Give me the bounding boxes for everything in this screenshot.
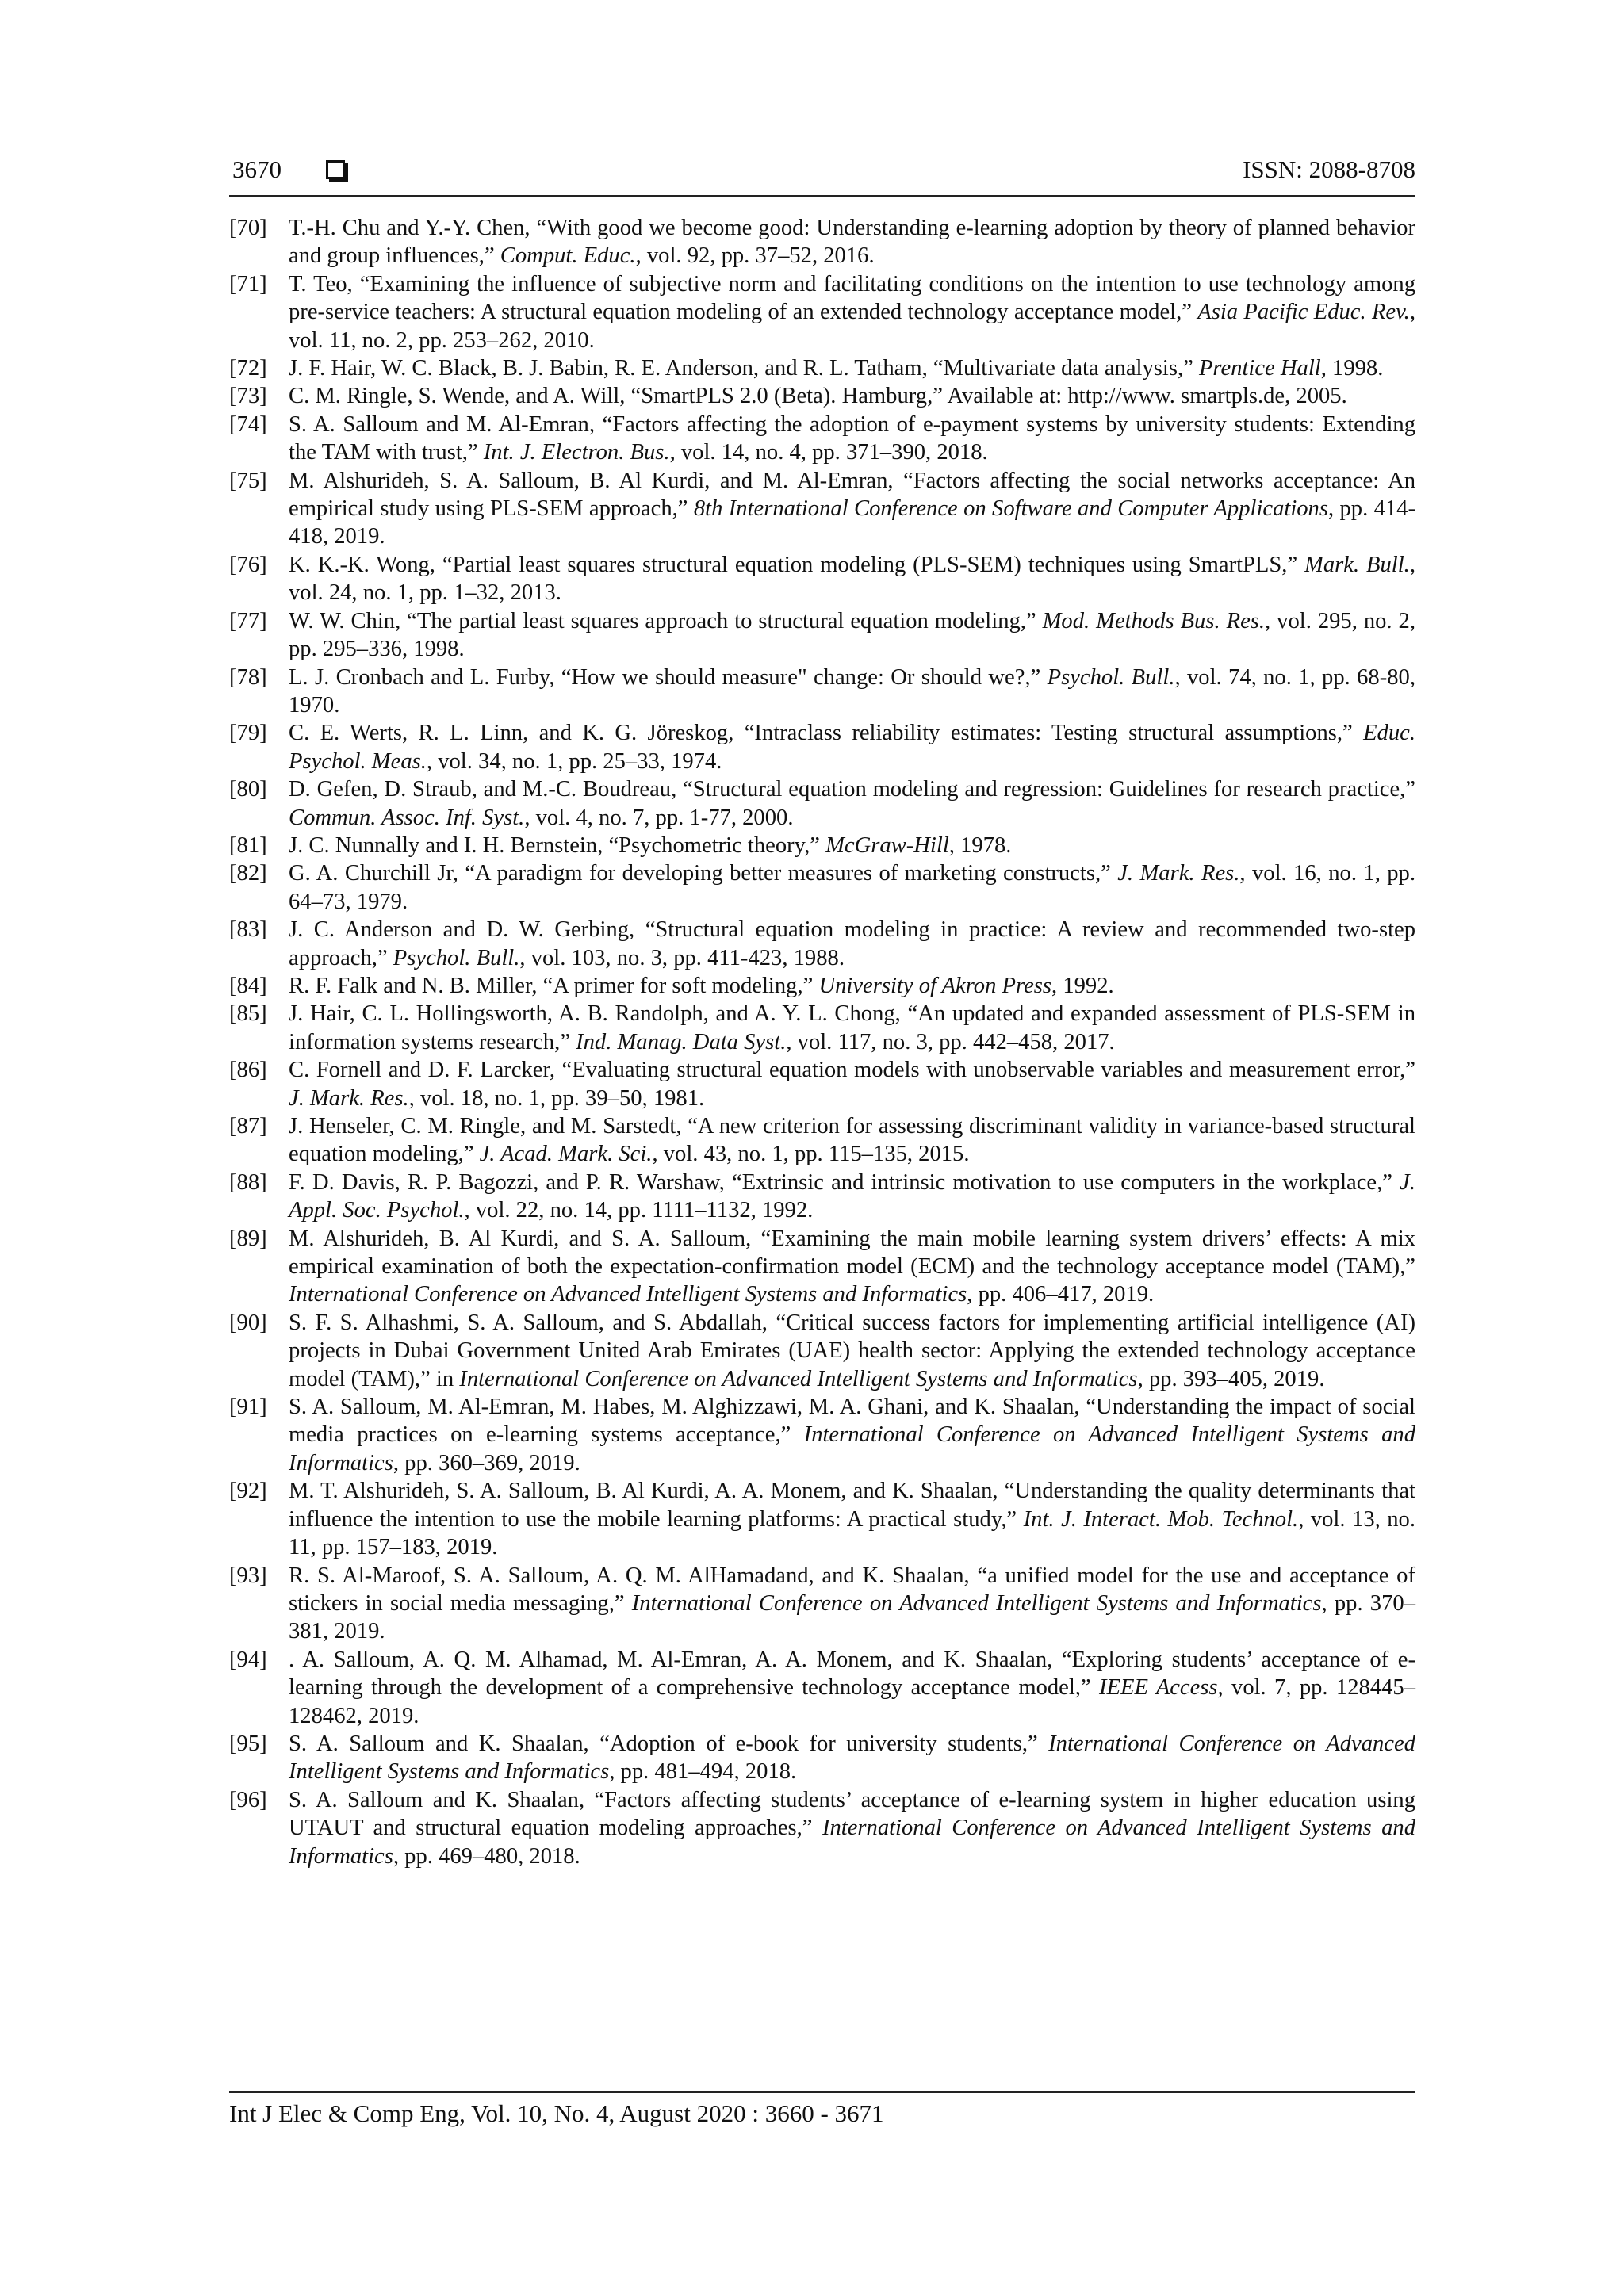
reference-segment: , pp. 406–417, 2019. xyxy=(967,1282,1155,1307)
reference-segment: J. F. Hair, W. C. Black, B. J. Babin, R. E. Anderson, and R. L. Tatham, “Multivariate data analysis,” xyxy=(289,356,1199,381)
reference-text xyxy=(289,832,1415,859)
reference-number: [88] xyxy=(229,1169,267,1195)
reference-source: Commun. Assoc. Inf. Syst. xyxy=(289,805,525,830)
reference-item xyxy=(229,1562,1415,1646)
reference-source: IEEE Access xyxy=(1098,1675,1218,1701)
reference-number: [96] xyxy=(229,1787,267,1812)
reference-number: [86] xyxy=(229,1058,267,1083)
reference-number: [84] xyxy=(229,973,267,998)
reference-text xyxy=(289,1646,1415,1730)
reference-segment: , vol. 22, no. 14, pp. 1111–1132, 1992. xyxy=(464,1198,814,1223)
reference-segment: , 1998. xyxy=(1320,356,1384,381)
reference-segment: , vol. 13, no. 11, pp. 157–183, 2019. xyxy=(289,1506,1415,1560)
reference-source: Educ. Psychol. Meas. xyxy=(289,721,1415,774)
reference-segment: J. Henseler, C. M. Ringle, and M. Sarstedt, “A new criterion for assessing discriminant validity in variance-based structural equation modeling,” xyxy=(289,1114,1415,1167)
reference-segment: S. A. Salloum and K. Shaalan, “Factors affecting students’ acceptance of e-learning system in higher education using UTAUT and structural equation modeling approaches,” xyxy=(289,1787,1415,1841)
reference-item xyxy=(229,972,1415,1000)
reference-source: Asia Pacific Educ. Rev. xyxy=(1197,300,1410,325)
reference-text xyxy=(289,214,1415,270)
reference-source: J. Acad. Mark. Sci. xyxy=(479,1142,653,1167)
reference-text xyxy=(289,719,1415,775)
reference-item xyxy=(229,270,1415,354)
reference-item xyxy=(229,214,1415,270)
reference-segment: , vol. 43, no. 1, pp. 115–135, 2015. xyxy=(652,1142,970,1167)
reference-segment: M. Alshurideh, B. Al Kurdi, and S. A. Salloum, “Examining the main mobile learning system drivers’ effects: A mix empirical examination of both the expectation-confirmation model (ECM) and the technology acceptance model (TAM),” xyxy=(289,1226,1415,1280)
reference-number: [75] xyxy=(229,468,267,493)
reference-item xyxy=(229,832,1415,859)
reference-segment: , vol. 11, no. 2, pp. 253–262, 2010. xyxy=(289,300,1415,353)
reference-source: Psychol. Bull. xyxy=(1047,664,1175,690)
reference-number: [82] xyxy=(229,861,267,886)
reference-segment: C. Fornell and D. F. Larcker, “Evaluating structural equation models with unobservable variables and measurement error,” xyxy=(289,1058,1415,1083)
reference-number: [72] xyxy=(229,356,267,381)
reference-item xyxy=(229,1646,1415,1730)
reference-item xyxy=(229,354,1415,382)
reference-text xyxy=(289,1562,1415,1646)
reference-item xyxy=(229,775,1415,832)
reference-segment: , pp. 393–405, 2019. xyxy=(1137,1366,1325,1391)
reference-segment: , pp. 414-418, 2019. xyxy=(289,496,1416,549)
reference-text xyxy=(289,916,1415,972)
reference-source: 8th International Conference on Software and Computer Applications xyxy=(693,496,1328,522)
reference-number: [71] xyxy=(229,271,267,297)
reference-item xyxy=(229,916,1415,972)
reference-source: Psychol. Bull. xyxy=(393,945,520,970)
reference-segment: , 1992. xyxy=(1051,973,1114,998)
reference-number: [74] xyxy=(229,411,267,437)
reference-text xyxy=(289,551,1415,607)
reference-text xyxy=(289,1056,1415,1112)
reference-segment: G. A. Churchill Jr, “A paradigm for developing better measures of marketing constructs,” xyxy=(289,861,1118,886)
issn-label: ISSN: 2088-8708 xyxy=(1243,155,1415,183)
reference-item xyxy=(229,411,1415,467)
journal-citation: Int J Elec & Comp Eng, Vol. 10, No. 4, August 2020 : 3660 - 3671 xyxy=(229,2099,884,2127)
reference-text xyxy=(289,270,1415,354)
page-number: 3670 xyxy=(232,155,282,183)
reference-source: Prentice Hall xyxy=(1198,356,1321,381)
page-footer xyxy=(229,2091,1415,2128)
reference-number: [85] xyxy=(229,1001,267,1027)
reference-source: International Conference on Advanced Intelligent Systems and Informatics xyxy=(289,1422,1415,1475)
reference-text xyxy=(289,1730,1415,1786)
reference-source: University of Akron Press xyxy=(818,973,1052,998)
reference-text xyxy=(289,1393,1415,1477)
reference-number: [73] xyxy=(229,384,267,409)
reference-segment: , vol. 7, pp. 128445–128462, 2019. xyxy=(289,1675,1415,1728)
reference-item xyxy=(229,1000,1415,1056)
reference-segment: S. A. Salloum and K. Shaalan, “Adoption of e-book for university students,” xyxy=(289,1731,1049,1756)
reference-item xyxy=(229,1225,1415,1309)
reference-text xyxy=(289,859,1415,916)
reference-item xyxy=(229,1112,1415,1169)
reference-segment: , vol. 117, no. 3, pp. 442–458, 2017. xyxy=(786,1029,1115,1054)
reference-item xyxy=(229,1056,1415,1112)
reference-number: [78] xyxy=(229,664,267,690)
reference-segment: J. Hair, C. L. Hollingsworth, A. B. Randolph, and A. Y. L. Chong, “An updated and expanded assessment of PLS-SEM in information systems research,” xyxy=(289,1001,1415,1054)
reference-item xyxy=(229,467,1415,551)
reference-source: Comput. Educ. xyxy=(500,243,636,269)
reference-item xyxy=(229,859,1415,916)
reference-segment: W. W. Chin, “The partial least squares approach to structural equation modeling,” xyxy=(289,608,1043,633)
reference-number: [89] xyxy=(229,1226,267,1251)
reference-text xyxy=(289,1309,1415,1393)
reference-segment: , vol. 24, no. 1, pp. 1–32, 2013. xyxy=(289,552,1415,606)
reference-text xyxy=(289,775,1415,832)
reference-segment: T.-H. Chu and Y.-Y. Chen, “With good we become good: Understanding e-learning adoption by theory of planned behavior and group influences,” xyxy=(289,216,1415,269)
reference-segment: , pp. 370–381, 2019. xyxy=(289,1590,1415,1644)
reference-item xyxy=(229,719,1415,775)
box-bullet-icon xyxy=(326,160,345,179)
reference-segment: , vol. 16, no. 1, pp. 64–73, 1979. xyxy=(289,861,1416,914)
reference-segment: , pp. 360–369, 2019. xyxy=(393,1450,580,1475)
reference-text xyxy=(289,607,1415,664)
reference-segment: . A. Salloum, A. Q. M. Alhamad, M. Al-Emran, A. A. Monem, and K. Shaalan, “Exploring students’ acceptance of e-learning through the development of a comprehensive technology acceptance model,” xyxy=(289,1647,1415,1701)
reference-source: Int. J. Electron. Bus. xyxy=(483,440,670,465)
reference-text xyxy=(289,1786,1415,1870)
reference-source: International Conference on Advanced Intelligent Systems and Informatics xyxy=(459,1366,1138,1391)
reference-segment: F. D. Davis, R. P. Bagozzi, and P. R. Warshaw, “Extrinsic and intrinsic motivation to use computers in the workplace,” xyxy=(289,1169,1400,1195)
reference-text xyxy=(289,467,1415,551)
reference-number: [70] xyxy=(229,216,267,240)
reference-segment: D. Gefen, D. Straub, and M.-C. Boudreau, “Structural equation modeling and regression: Guidelines for research practice,” xyxy=(289,777,1415,802)
reference-text xyxy=(289,354,1415,382)
reference-segment: R. S. Al-Maroof, S. A. Salloum, A. Q. M. AlHamadand, and K. Shaalan, “a unified model for the use and acceptance of stickers in social media messaging,” xyxy=(289,1563,1415,1616)
reference-item xyxy=(229,1309,1415,1393)
reference-segment: L. J. Cronbach and L. Furby, “How we should measure" change: Or should we?,” xyxy=(289,664,1048,690)
reference-number: [81] xyxy=(229,832,267,858)
reference-source: Int. J. Interact. Mob. Technol. xyxy=(1023,1506,1299,1532)
reference-segment: K. K.-K. Wong, “Partial least squares structural equation modeling (PLS-SEM) techniques using SmartPLS,” xyxy=(289,552,1305,577)
reference-number: [94] xyxy=(229,1647,267,1672)
reference-segment: , vol. 18, no. 1, pp. 39–50, 1981. xyxy=(408,1085,705,1111)
reference-number: [83] xyxy=(229,917,267,943)
reference-segment: M. T. Alshurideh, S. A. Salloum, B. Al Kurdi, A. A. Monem, and K. Shaalan, “Understanding the quality determinants that influence the intention to use the mobile learning platforms: A practical study,” xyxy=(289,1479,1415,1532)
reference-number: [87] xyxy=(229,1114,267,1138)
reference-text xyxy=(289,411,1415,467)
reference-source: Mark. Bull. xyxy=(1304,552,1410,577)
reference-item xyxy=(229,1393,1415,1477)
reference-segment: , vol. 14, no. 4, pp. 371–390, 2018. xyxy=(669,440,988,465)
reference-segment: S. A. Salloum and M. Al-Emran, “Factors affecting the adoption of e-payment systems by university students: Extending the TAM with trust,” xyxy=(289,411,1415,465)
reference-segment: C. E. Werts, R. L. Linn, and K. G. Jöreskog, “Intraclass reliability estimates: Testing structural assumptions,” xyxy=(289,721,1364,746)
reference-number: [95] xyxy=(229,1731,267,1756)
reference-segment: M. Alshurideh, S. A. Salloum, B. Al Kurdi, and M. Al-Emran, “Factors affecting the social networks acceptance: An empirical study using PLS-SEM approach,” xyxy=(289,468,1415,522)
reference-number: [91] xyxy=(229,1395,267,1420)
reference-segment: R. F. Falk and N. B. Miller, “A primer for soft modeling,” xyxy=(289,973,819,998)
reference-number: [90] xyxy=(229,1310,267,1335)
reference-number: [93] xyxy=(229,1563,267,1588)
reference-segment: J. C. Anderson and D. W. Gerbing, “Structural equation modeling in practice: A review and recommended two-step approach,” xyxy=(289,917,1415,970)
reference-text xyxy=(289,1225,1415,1309)
reference-source: J. Mark. Res. xyxy=(289,1085,409,1111)
reference-segment: , pp. 469–480, 2018. xyxy=(393,1843,580,1869)
reference-source: McGraw-Hill xyxy=(825,832,949,858)
reference-source: Ind. Manag. Data Syst. xyxy=(576,1029,787,1054)
reference-segment: C. M. Ringle, S. Wende, and A. Will, “SmartPLS 2.0 (Beta). Hamburg,” Available at: http://www. smartpls.de, 2005. xyxy=(289,384,1347,409)
reference-text xyxy=(289,382,1415,410)
reference-text xyxy=(289,664,1415,720)
reference-segment: J. C. Nunnally and I. H. Bernstein, “Psychometric theory,” xyxy=(289,832,826,858)
reference-number: [76] xyxy=(229,552,267,577)
reference-source: J. Appl. Soc. Psychol. xyxy=(289,1169,1415,1223)
reference-item xyxy=(229,551,1415,607)
reference-text xyxy=(289,1169,1415,1225)
reference-segment: , vol. 4, no. 7, pp. 1-77, 2000. xyxy=(524,805,794,830)
reference-segment: , vol. 34, no. 1, pp. 25–33, 1974. xyxy=(426,748,722,774)
page-header xyxy=(229,151,1415,197)
reference-source: International Conference on Advanced Intelligent Systems and Informatics xyxy=(631,1590,1322,1616)
reference-item xyxy=(229,1477,1415,1561)
reference-source: International Conference on Advanced Intelligent Systems and Informatics xyxy=(289,1816,1415,1869)
reference-text xyxy=(289,1112,1415,1169)
reference-source: International Conference on Advanced Intelligent Systems and Informatics xyxy=(289,1731,1415,1785)
reference-source: Mod. Methods Bus. Res. xyxy=(1042,608,1266,633)
reference-number: [80] xyxy=(229,777,267,802)
reference-source: International Conference on Advanced Intelligent Systems and Informatics xyxy=(289,1282,967,1307)
reference-segment: , vol. 103, no. 3, pp. 411-423, 1988. xyxy=(519,945,845,970)
reference-list xyxy=(229,214,1415,1870)
reference-segment: , pp. 481–494, 2018. xyxy=(609,1759,797,1785)
reference-segment: S. A. Salloum, M. Al-Emran, M. Habes, M. Alghizzawi, M. A. Ghani, and K. Shaalan, “Understanding the impact of social media practices on e-learning systems acceptance,” xyxy=(289,1395,1415,1448)
reference-segment: , vol. 295, no. 2, pp. 295–336, 1998. xyxy=(289,608,1416,662)
reference-item xyxy=(229,1169,1415,1225)
reference-item xyxy=(229,382,1415,410)
reference-number: [92] xyxy=(229,1479,267,1504)
reference-segment: , 1978. xyxy=(948,832,1012,858)
reference-segment: , vol. 92, pp. 37–52, 2016. xyxy=(635,243,875,269)
reference-item xyxy=(229,664,1415,720)
reference-number: [77] xyxy=(229,608,267,633)
reference-source: J. Mark. Res. xyxy=(1117,861,1240,886)
reference-segment: T. Teo, “Examining the influence of subjective norm and facilitating conditions on the intention to use technology among pre-service teachers: A structural equation modeling of an extended technology acceptance model,” xyxy=(289,271,1415,325)
reference-segment: , vol. 74, no. 1, pp. 68-80, 1970. xyxy=(289,664,1415,718)
reference-text xyxy=(289,1000,1415,1056)
reference-item xyxy=(229,1786,1415,1870)
reference-text xyxy=(289,972,1415,1000)
reference-item xyxy=(229,1730,1415,1786)
reference-number: [79] xyxy=(229,721,267,746)
reference-text xyxy=(289,1477,1415,1561)
reference-item xyxy=(229,607,1415,664)
reference-segment: S. F. S. Alhashmi, S. A. Salloum, and S. Abdallah, “Critical success factors for implementing artificial intelligence (AI) projects in Dubai Government United Arab Emirates (UAE) health sector: Applying the extended technology acceptance model (TAM),” in xyxy=(289,1310,1415,1391)
